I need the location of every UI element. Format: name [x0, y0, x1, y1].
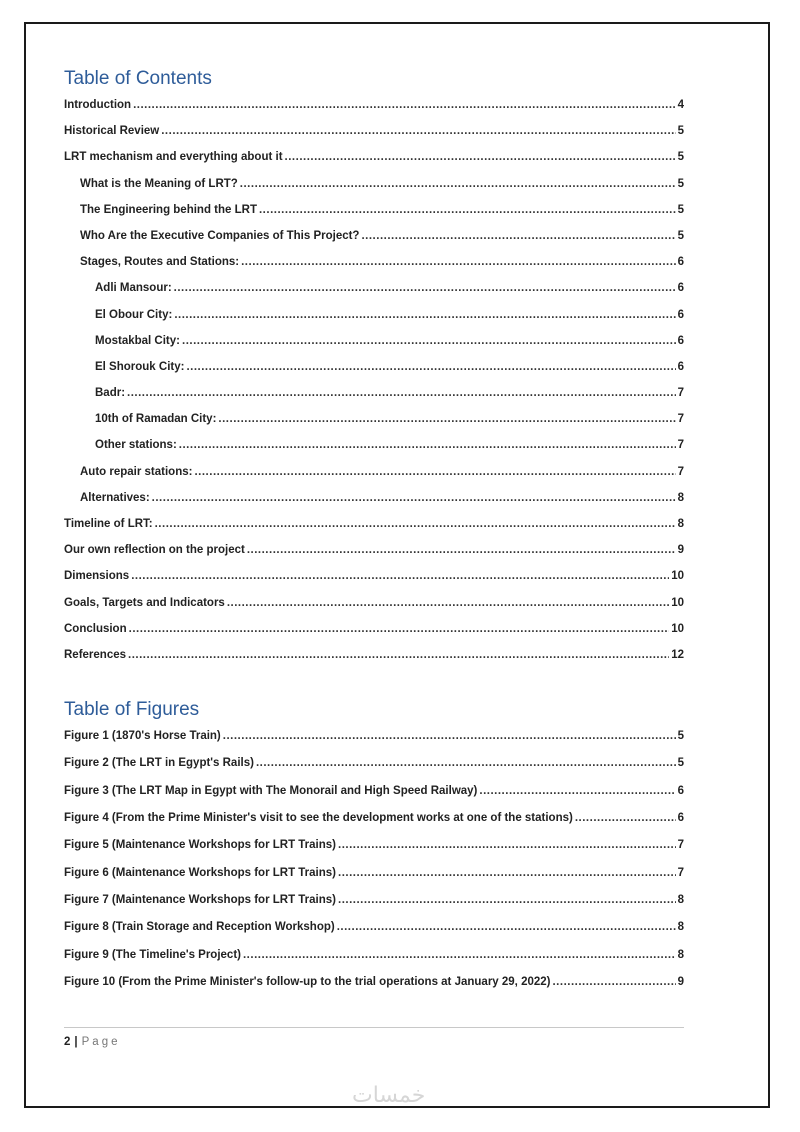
entry-title: El Shorouk City: [95, 360, 185, 373]
toc-entry[interactable] [64, 616, 684, 642]
entry-title: Figure 2 (The LRT in Egypt's Rails) [64, 757, 254, 770]
dot-leader [256, 750, 676, 777]
entry-title: Introduction [64, 99, 132, 111]
entry-title: Auto repair stations: [80, 465, 193, 478]
entry-page-number: 6 [677, 812, 684, 825]
dot-leader [194, 459, 675, 485]
entry-title: What is the Meaning of LRT? [80, 177, 238, 190]
figure-entry[interactable] [64, 969, 684, 996]
watermark: خمسات [352, 1083, 426, 1108]
toc-entry[interactable] [64, 92, 684, 118]
entry-title: Figure 10 (From the Prime Minister's follow-up to the trial operations at January 29, 2022) [64, 975, 551, 988]
figure-entry[interactable] [64, 860, 684, 887]
entry-page-number: 6 [677, 360, 684, 373]
entry-page-number: 5 [677, 730, 684, 743]
dot-leader [182, 328, 676, 354]
entry-page-number: 5 [677, 203, 684, 216]
dot-leader [337, 914, 676, 941]
entry-page-number: 4 [677, 99, 684, 111]
toc-entry[interactable] [64, 354, 684, 380]
footer-divider [64, 1027, 684, 1028]
entry-page-number: 7 [677, 839, 684, 852]
figure-entry[interactable] [64, 805, 684, 832]
entry-page-number: 9 [677, 975, 684, 988]
figures-list [64, 723, 684, 996]
dot-leader [127, 380, 676, 406]
entry-title: Stages, Routes and Stations: [80, 256, 240, 269]
dot-leader [131, 563, 669, 589]
entry-page-number: 5 [677, 125, 684, 138]
dot-leader [247, 537, 676, 563]
toc-entry[interactable] [64, 563, 684, 589]
dot-leader [338, 860, 676, 887]
toc-entry[interactable] [64, 406, 684, 432]
entry-page-number: 6 [677, 256, 684, 269]
toc-list [64, 92, 684, 668]
entry-title: 10th of Ramadan City: [95, 413, 217, 426]
entry-title: LRT mechanism and everything about it [64, 151, 283, 164]
figure-entry[interactable] [64, 887, 684, 914]
entry-title: Conclusion [64, 622, 127, 635]
entry-page-number: 8 [677, 948, 684, 961]
entry-title: El Obour City: [95, 308, 173, 321]
dot-leader [223, 723, 676, 750]
entry-title: Badr: [95, 387, 126, 400]
entry-page-number: 6 [677, 308, 684, 321]
entry-title: References [64, 648, 127, 661]
toc-entry[interactable] [64, 171, 684, 197]
entry-title: Alternatives: [80, 491, 150, 504]
page-number: 2 [64, 1036, 71, 1048]
entry-title: Historical Review [64, 125, 160, 138]
toc-entry[interactable] [64, 485, 684, 511]
figures-heading: Table of Figures [64, 699, 200, 721]
entry-page-number: 7 [677, 465, 684, 478]
entry-title: Figure 5 (Maintenance Workshops for LRT Trains) [64, 839, 336, 852]
dot-leader [186, 354, 675, 380]
dot-leader [218, 406, 675, 432]
entry-title: Figure 4 (From the Prime Minister's visit to see the development works at one of the stations) [64, 812, 573, 825]
toc-entry[interactable] [64, 144, 684, 170]
entry-page-number: 8 [677, 921, 684, 934]
entry-page-number: 6 [677, 282, 684, 295]
entry-page-number: 10 [671, 570, 684, 583]
entry-title: Figure 8 (Train Storage and Reception Workshop) [64, 921, 335, 934]
entry-title: Adli Mansour: [95, 282, 172, 295]
dot-leader [174, 302, 675, 328]
dot-leader [285, 144, 676, 170]
toc-entry[interactable] [64, 249, 684, 275]
entry-page-number: 8 [677, 518, 684, 530]
dot-leader [128, 642, 669, 668]
entry-title: Mostakbal City: [95, 334, 180, 347]
footer-separator: | [74, 1036, 78, 1048]
toc-entry[interactable] [64, 118, 684, 144]
toc-entry[interactable] [64, 432, 684, 458]
toc-entry[interactable] [64, 537, 684, 563]
dot-leader [575, 805, 676, 832]
toc-entry[interactable] [64, 302, 684, 328]
toc-entry[interactable] [64, 328, 684, 354]
entry-page-number: 10 [671, 596, 684, 609]
entry-page-number: 5 [677, 177, 684, 190]
entry-title: Goals, Targets and Indicators [64, 596, 225, 609]
entry-page-number: 7 [677, 413, 684, 426]
entry-page-number: 12 [671, 648, 684, 661]
figure-entry[interactable] [64, 914, 684, 941]
entry-title: Figure 6 (Maintenance Workshops for LRT Trains) [64, 866, 336, 879]
dot-leader [161, 118, 675, 144]
figure-entry[interactable] [64, 723, 684, 750]
entry-title: Figure 9 (The Timeline's Project) [64, 948, 241, 961]
page-footer [64, 1036, 120, 1048]
dot-leader [129, 616, 670, 642]
dot-leader [338, 832, 676, 859]
dot-leader [227, 590, 669, 616]
dot-leader [241, 249, 675, 275]
toc-entry[interactable] [64, 197, 684, 223]
toc-entry[interactable] [64, 642, 684, 668]
dot-leader [155, 511, 676, 537]
entry-page-number: 6 [677, 334, 684, 347]
entry-title: Figure 7 (Maintenance Workshops for LRT Trains) [64, 893, 336, 906]
toc-entry[interactable] [64, 459, 684, 485]
dot-leader [179, 432, 676, 458]
figure-entry[interactable] [64, 750, 684, 777]
dot-leader [174, 275, 676, 301]
toc-heading: Table of Contents [64, 68, 212, 89]
entry-page-number: 5 [677, 757, 684, 770]
figure-entry[interactable] [64, 778, 684, 805]
entry-page-number: 6 [677, 784, 684, 797]
dot-leader [152, 485, 676, 511]
entry-title: Other stations: [95, 439, 177, 452]
figure-entry[interactable] [64, 942, 684, 969]
entry-title: Our own reflection on the project [64, 544, 245, 557]
dot-leader [133, 92, 676, 118]
page-content [64, 66, 684, 996]
entry-page-number: 5 [677, 151, 684, 164]
entry-title: Dimensions [64, 570, 130, 583]
entry-title: Timeline of LRT: [64, 518, 153, 530]
dot-leader [338, 887, 676, 914]
entry-title: Figure 3 (The LRT Map in Egypt with The Monorail and High Speed Railway) [64, 784, 478, 797]
entry-page-number: 7 [677, 866, 684, 879]
dot-leader [243, 942, 676, 969]
dot-leader [259, 197, 676, 223]
dot-leader [479, 778, 675, 805]
entry-page-number: 8 [677, 893, 684, 906]
entry-title: Figure 1 (1870's Horse Train) [64, 730, 221, 743]
figure-entry[interactable] [64, 832, 684, 859]
toc-entry[interactable] [64, 511, 684, 537]
toc-entry[interactable] [64, 223, 684, 249]
dot-leader [361, 223, 675, 249]
dot-leader [552, 969, 675, 996]
entry-page-number: 5 [677, 229, 684, 242]
dot-leader [240, 171, 676, 197]
entry-page-number: 7 [677, 387, 684, 400]
toc-entry[interactable] [64, 590, 684, 616]
entry-title: Who Are the Executive Companies of This Project? [80, 229, 360, 242]
entry-page-number: 9 [677, 544, 684, 557]
entry-page-number: 10 [671, 622, 684, 635]
toc-entry[interactable] [64, 380, 684, 406]
entry-title: The Engineering behind the LRT [80, 203, 257, 216]
entry-page-number: 8 [677, 491, 684, 504]
toc-entry[interactable] [64, 275, 684, 301]
entry-page-number: 7 [677, 439, 684, 452]
page-label: Page [81, 1036, 121, 1048]
